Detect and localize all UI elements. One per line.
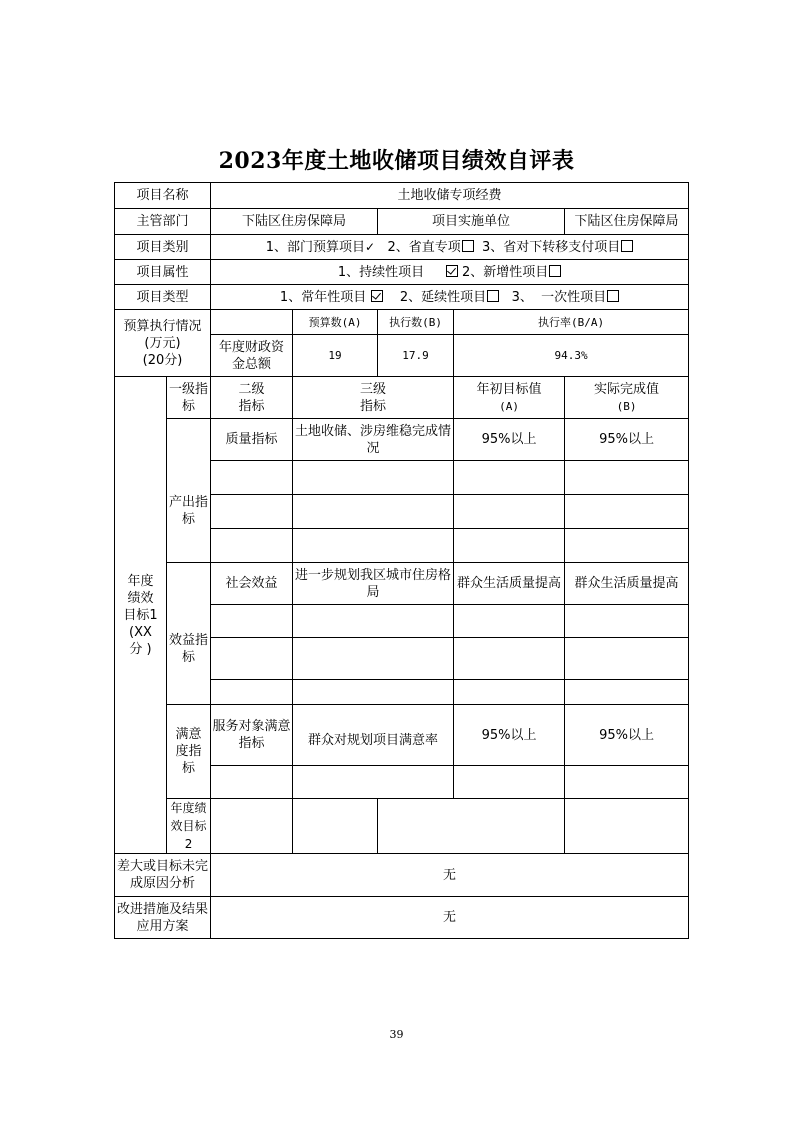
benefit-label: 效益指标 bbox=[167, 563, 211, 705]
budget-blank bbox=[211, 310, 293, 335]
benefit-l2: 社会效益 bbox=[211, 563, 293, 605]
dept-label: 主管部门 bbox=[115, 209, 211, 235]
output-target: 95%以上 bbox=[454, 419, 565, 461]
table-row bbox=[115, 705, 689, 766]
checkbox-icon bbox=[607, 290, 619, 302]
budget-label: 预算执行情况 (万元) (20分) bbox=[115, 310, 211, 377]
row-department bbox=[115, 209, 689, 235]
checked-box-icon bbox=[446, 265, 458, 277]
table-row bbox=[115, 419, 689, 461]
impl-label: 项目实施单位 bbox=[378, 209, 565, 235]
row-gap-analysis bbox=[115, 854, 689, 897]
satisfaction-l2: 服务对象满意指标 bbox=[211, 705, 293, 766]
impl-value: 下陆区住房保障局 bbox=[565, 209, 689, 235]
output-actual: 95%以上 bbox=[565, 419, 689, 461]
type-options: 1、常年性项目 2、延续性项目 3、 一次性项目 bbox=[211, 285, 689, 310]
header-target: 年初目标值 (A) bbox=[454, 377, 565, 419]
benefit-target: 群众生活质量提高 bbox=[454, 563, 565, 605]
row-type bbox=[115, 285, 689, 310]
checked-box-icon bbox=[371, 290, 383, 302]
dept-value: 下陆区住房保障局 bbox=[211, 209, 378, 235]
attribute-label: 项目属性 bbox=[115, 260, 211, 285]
output-label: 产出指标 bbox=[167, 419, 211, 563]
benefit-actual: 群众生活质量提高 bbox=[565, 563, 689, 605]
satisfaction-target: 95%以上 bbox=[454, 705, 565, 766]
checkbox-icon bbox=[549, 265, 561, 277]
attribute-options: 1、持续性项目 2、新增性项目 bbox=[211, 260, 689, 285]
page-title: 2023年度土地收储项目绩效自评表 bbox=[218, 148, 575, 174]
output-l2: 质量指标 bbox=[211, 419, 293, 461]
type-label: 项目类型 bbox=[115, 285, 211, 310]
improve-label: 改进措施及结果应用方案 bbox=[115, 897, 211, 939]
gap-label: 差大或目标未完成原因分析 bbox=[115, 854, 211, 897]
table-row bbox=[115, 563, 689, 605]
goal2-label: 年度绩效目标2 bbox=[167, 799, 211, 854]
check-mark-icon: ✓ bbox=[365, 239, 376, 254]
improve-value: 无 bbox=[211, 897, 689, 939]
project-name-value: 土地收储专项经费 bbox=[211, 183, 689, 209]
evaluation-table bbox=[114, 182, 689, 939]
budget-col-rate: 执行率(B/A) bbox=[454, 310, 689, 335]
row-goal2 bbox=[115, 799, 689, 854]
row-improvement bbox=[115, 897, 689, 939]
budget-row-label: 年度财政资金总额 bbox=[211, 335, 293, 377]
satisfaction-l3: 群众对规划项目满意率 bbox=[293, 705, 454, 766]
benefit-l3: 进一步规划我区城市住房格局 bbox=[293, 563, 454, 605]
budget-col-a: 预算数(A) bbox=[293, 310, 378, 335]
header-l1: 一级指标 bbox=[167, 377, 211, 419]
row-category bbox=[115, 235, 689, 260]
satisfaction-actual: 95%以上 bbox=[565, 705, 689, 766]
row-attribute bbox=[115, 260, 689, 285]
budget-col-b: 执行数(B) bbox=[378, 310, 454, 335]
budget-value-rate: 94.3% bbox=[454, 335, 689, 377]
budget-value-b: 17.9 bbox=[378, 335, 454, 377]
checkbox-icon bbox=[462, 240, 474, 252]
page-number: 39 bbox=[389, 1028, 404, 1041]
gap-value: 无 bbox=[211, 854, 689, 897]
checkbox-icon bbox=[621, 240, 633, 252]
row-indicator-header bbox=[115, 377, 689, 419]
project-name-label: 项目名称 bbox=[115, 183, 211, 209]
checkbox-icon bbox=[487, 290, 499, 302]
header-l3: 三级 指标 bbox=[293, 377, 454, 419]
budget-value-a: 19 bbox=[293, 335, 378, 377]
output-l3: 土地收储、涉房维稳完成情况 bbox=[293, 419, 454, 461]
goal1-label: 年度 绩效 目标1 (XX 分 ) bbox=[115, 377, 167, 854]
satisfaction-label: 满意度指标 bbox=[167, 705, 211, 799]
header-actual: 实际完成值 (B) bbox=[565, 377, 689, 419]
row-project-name bbox=[115, 183, 689, 209]
header-l2: 二级 指标 bbox=[211, 377, 293, 419]
row-budget-header bbox=[115, 310, 689, 335]
category-label: 项目类别 bbox=[115, 235, 211, 260]
category-options: 1、部门预算项目✓ 2、省直专项 3、省对下转移支付项目 bbox=[211, 235, 689, 260]
